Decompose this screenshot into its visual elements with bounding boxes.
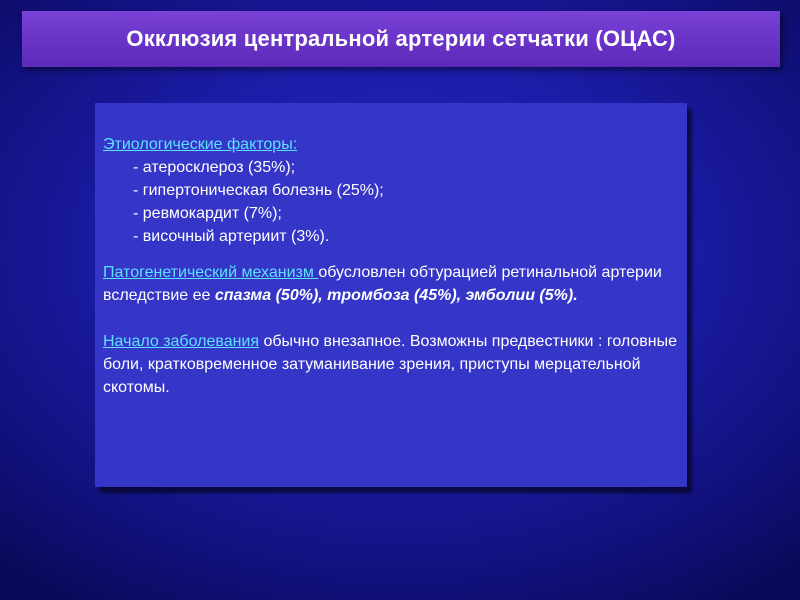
pathogenesis-emphasis: спазма (50%), тромбоза (45%), эмболии (5%).: [214, 287, 578, 304]
etiology-list: [103, 156, 677, 248]
etiology-section: [103, 133, 677, 156]
list-item: - гипертоническая болезнь (25%);: [133, 182, 384, 199]
list-item: - атеросклероз (35%);: [133, 159, 296, 176]
onset-heading[interactable]: Начало заболевания: [103, 333, 260, 350]
list-item: - ревмокардит (7%);: [133, 205, 282, 222]
onset-text: обычно внезапное. Возможны предвестники : головные боли, кратковременное затуманивание зрения, приступы мерцательной скотомы.: [103, 333, 678, 396]
onset-paragraph: [103, 330, 677, 399]
pathogenesis-heading[interactable]: Патогенетический механизм: [103, 264, 319, 281]
list-item: - височный артериит (3%).: [133, 228, 330, 245]
content-box: [95, 103, 687, 487]
slide-title: Окклюзия центральной артерии сетчатки (ОЦАС): [126, 26, 676, 51]
title-bar: [22, 11, 780, 67]
pathogenesis-text: обусловлен обтурацией ретинальной артерии вследствие ее: [103, 264, 662, 304]
etiology-heading[interactable]: Этиологические факторы:: [103, 136, 298, 153]
pathogenesis-paragraph: [103, 261, 677, 307]
